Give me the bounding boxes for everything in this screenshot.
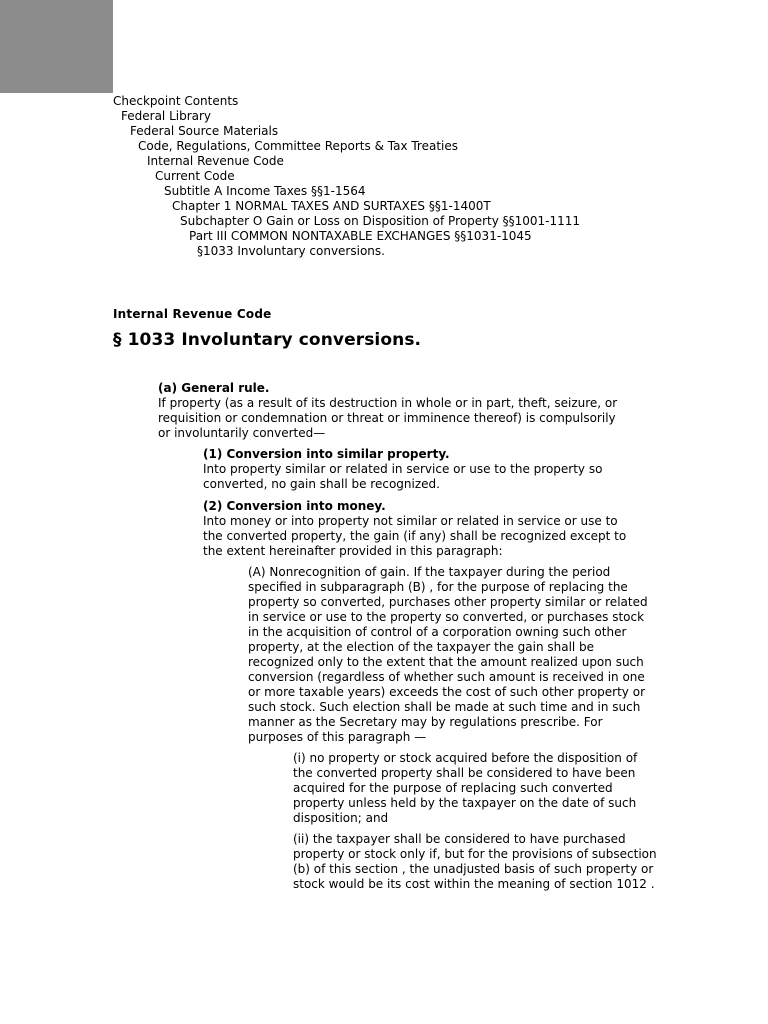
paragraph-a2-text: Into money or into property not similar or related in service or use to the converted property, the gain (if any) shall be recognized except to the extent hereinafter provided in this paragraph:	[203, 514, 627, 558]
paragraph-a2-A-ii	[293, 832, 658, 892]
paragraph-a-text: If property (as a result of its destruction in whole or in part, theft, seizure, or requisition or condemnation or threat or imminence thereof) is compulsorily or involuntarily converted—	[158, 396, 618, 440]
paragraph-a-heading: (a) General rule.	[158, 381, 270, 395]
breadcrumb-item-chapter-1[interactable]: Chapter 1 NORMAL TAXES AND SURTAXES §§1-1400T	[172, 199, 491, 213]
breadcrumb-item-federal-source-materials[interactable]: Federal Source Materials	[130, 124, 279, 138]
breadcrumb-item-part-iii[interactable]: Part III COMMON NONTAXABLE EXCHANGES §§1031-1045	[189, 229, 532, 243]
paragraph-a	[158, 381, 628, 441]
paragraph-a2	[203, 499, 633, 559]
document-source: Internal Revenue Code	[113, 307, 272, 321]
breadcrumb-item-internal-revenue-code[interactable]: Internal Revenue Code	[147, 154, 284, 168]
paragraph-a2-A-text: (A) Nonrecognition of gain. If the taxpayer during the period specified in subparagraph (B) , for the purpose of replacing the property so converted, purchases other property similar or related in service or use to the property so converted, or purchases stock in the acquisition of control of a corporation owning such other property, at the election of the taxpayer the gain shall be recognized only to the extent that the amount realized upon such conversion (regardless of whether such amount is received in one or more taxable years) exceeds the cost of such other property or such stock. Such election shall be made at such time and in such manner as the Secretary may by regulations prescribe. For purposes of this paragraph —	[248, 565, 648, 744]
paragraph-a1	[203, 447, 633, 492]
paragraph-a2-A-ii-text: (ii) the taxpayer shall be considered to have purchased property or stock only if, but for the provisions of subsection (b) of this section , the unadjusted basis of such property or stock would be its cost within the meaning of section 1012 .	[293, 832, 657, 891]
breadcrumb-item-section-1033[interactable]: §1033 Involuntary conversions.	[197, 244, 385, 258]
paragraph-a1-heading: (1) Conversion into similar property.	[203, 447, 450, 461]
paragraph-a2-A-i	[293, 751, 658, 826]
breadcrumb-item-subtitle-a[interactable]: Subtitle A Income Taxes §§1-1564	[164, 184, 366, 198]
paragraph-a2-A	[248, 565, 653, 745]
breadcrumb-item-subchapter-o[interactable]: Subchapter O Gain or Loss on Disposition of Property §§1001-1111	[180, 214, 581, 228]
breadcrumb-item-checkpoint-contents[interactable]: Checkpoint Contents	[113, 94, 239, 108]
paragraph-a2-heading: (2) Conversion into money.	[203, 499, 386, 513]
breadcrumb	[113, 94, 753, 259]
breadcrumb-item-federal-library[interactable]: Federal Library	[121, 109, 212, 123]
breadcrumb-item-current-code[interactable]: Current Code	[155, 169, 235, 183]
paragraph-a1-text: Into property similar or related in service or use to the property so converted, no gain shall be recognized.	[203, 462, 603, 491]
breadcrumb-item-code-regulations[interactable]: Code, Regulations, Committee Reports & Tax Treaties	[138, 139, 459, 153]
paragraph-a2-A-i-text: (i) no property or stock acquired before the disposition of the converted property shall be considered to have been acquired for the purpose of replacing such converted property unless held by the taxpayer on the date of such disposition; and	[293, 751, 638, 825]
document-title: § 1033 Involuntary conversions.	[113, 330, 422, 350]
corner-gray-block	[0, 0, 113, 93]
